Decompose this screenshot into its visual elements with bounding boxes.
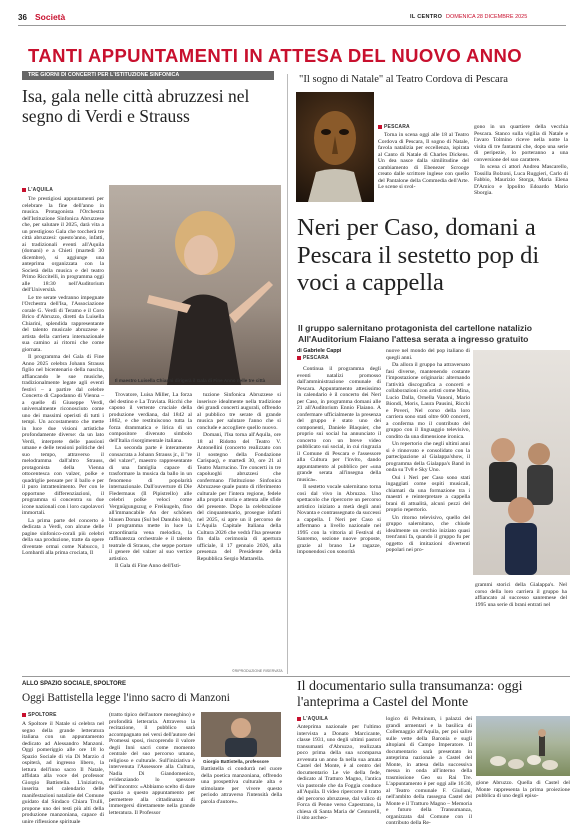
article2-col2: [474, 124, 568, 206]
paragraph: Il Gala di Fine Anno dell'Isti-: [115, 563, 181, 569]
conductor-illustration: [109, 185, 281, 385]
paragraph: Anteprima nazionale per l'ultimo intervista a Donato Marcicante, classe 1931, uno degli ultimi pastori transumanti d'Abruzzo, realizzata poco prima della sua scomparsa avvenuta un anno fa nella sua amata Castel del Monte, è al centro del documentario Le vie della fede, dedicato al Tratturo Magno, l'antica via pastorale che da Foggia conduce all'Aquila. Il video ripercorre il tratto del percorso abruzzese, dal valico di Forca di Penne verso Capestrano, la chiesa di Santa Maria de' Centurelli, il sito archeo-: [297, 724, 381, 821]
paragraph: Il programma del Gala di Fine Anno 2025 celebra Johann Strauss figlio nel bicentenario della nascita, affiancando le sue musiche, tradizionalmente legate agli eventi festivi – a partire dal celebre Concerto di Capodanno di Vienna – a quelle di Giuseppe Verdi, universalmente riconosciuto come uno dei massimi operisti di tutti i tempi. Un accostamento che mette in luce due visioni artistiche profondamente diverse: da un lato Verdi, interprete delle passioni umane e delle tensioni politiche del suo tempo, attraverso il melodramma dall'altro Strauss, protagonista della Vienna ottocentesca con valzer, polke e quadriglie pensate per il ballo e per il puro intrattenimento. Per con le opportune differenziazioni, il programma si concentra su due icone nazionali con i loro capolavori immortali.: [22, 354, 104, 516]
paragraph: Le tre serate vedranno impegnate l'Orchestra dell'Isa, l'Associazione corale G. Verdi di Teramo e il Coro Brico d'Abruzzo, diretti da Luisella Chiarini, splendida rappresentante del talento musicale abruzzese e artista della carriera internazionale sua camino ai ritorni che come giornata.: [22, 294, 104, 353]
copyright-notice: ©RIPRODUZIONE RISERVATA: [232, 669, 283, 673]
article1-col1: [22, 196, 104, 666]
location-marker-icon: [378, 125, 382, 129]
article5-location: L'AQUILA: [297, 716, 328, 722]
photo-caption: Il maestro Luisella Chiarini dirigerà il Gala di Fine Anno nelle tre città: [115, 378, 266, 383]
paragraph: A Spoltore il Natale si celebra nel segno della grande letteratura italiana con un appuntamento dedicato ad Alessandro Manzoni. Oggi pomeriggio alle ore 18 lo Spazio Sociale di via Di Marzio 4 ospiterà, ad ingresso libero, la lettura dell'inno sacro Il Natale, affidata alla voce del professor Giorgio Battistella. L'iniziativa, inserita nel calendario delle manifestazioni natalizie del Comune guidato dal Sindaco Chiara Trulli, propone uno dei testi più alti della produzione manzoniana, capace di unire riflessione spirituale: [22, 721, 104, 825]
article1-location: L'AQUILA: [22, 187, 53, 193]
kicker-text: TRE GIORNI DI CONCERTI PER L'ISTITUZIONE SINFONICA: [28, 72, 180, 78]
paragraph: nuove nel mondo del pop italiano di quegli anni.: [386, 348, 470, 361]
paragraph: Torna in scena oggi alle 18 al Teatro Cordova di Pescara, Il sogno di Natale, favola natalizia per eccellenza, ispirata al Canto di Natale di Charles Dickens. Un dea nasce dalla similitudine del cambiamento di Ebenezer Scrooge creato dalle scrittore inglese con quello del Pantalone della Commedia dell'Arte. Le scene si svol-: [378, 132, 469, 190]
article3-headline: Neri per Caso, domani a Pescara il sestetto pop di voci a cappella: [297, 214, 540, 296]
band-members-illustration: [473, 350, 570, 575]
article4-location: SPOLTORE: [22, 712, 57, 718]
paragraph: Da allora il gruppo ha attraversato fasi diverse, mantenendo costante l'impostazione originaria: alternando l'attività discografica a concerti e collaborazioni con artisti come Mina, Lucio Dalla, Ornella Vanoni, Mario Biondi, Moris, Laura Pausini, Ricchi e Poveri, Nel corso della loro carriera sono stati oltre 600 concerti, a conferma mo il contributo del gruppo con il linguaggio televisivo, condito da una dimensione ironica.: [386, 362, 470, 440]
section-name: Società: [35, 12, 66, 22]
article1-col2: [109, 392, 192, 675]
article5-col3: [476, 780, 570, 798]
paragraph: Un repertorio che negli ultimi anni si è rinnovato e consolidato con la partecipazione al Gialappa'show, il programma della Gialappa's Band in onda su Tv8 e Sky Uno.: [386, 441, 470, 473]
band-photo: [473, 350, 570, 575]
page-header: [18, 13, 566, 25]
article3-subheadline: Il gruppo salernitano protagonista del cartellone natalizio All'Auditorium Flaiano l'attesa serata a ingresso gratuito: [298, 323, 532, 344]
article3-location: PESCARA: [297, 355, 329, 361]
mask-illustration: [296, 92, 374, 202]
article4-col3: [201, 766, 282, 805]
article4-headline: Oggi Battistella legge l'inno sacro di Manzoni: [22, 692, 230, 704]
paragraph: logico di Peltuinum, i palazzi dei grandi armentari e la basilica di Collemaggio all'Aquila, per poi salire sulle vette della Baronia e sugli altopiani di Campo Imperatore. Il documentario sarà presentato in anteprima nazionale a Castel del Monte, in attesa della successiva messa in onda all'interno della trasmissione Geo su Rai Tre. L'appuntamento è per oggi alle 16:30, al Teatro comunale F. Giuliani, nell'ambito della rassegna Castel del Monte e il Tratturo Magno – Memoria e futuro della Transumanza, organizzata dal Comune con il contributo della Re-: [386, 716, 472, 826]
paragraph: La seconda parte è interamente consacrata a Johann Strauss jr., il "re del valzer", maestro rappresentante di una famiglia capace di trasformare la musica da ballo in un fenomeno di popolarità internazionale. Dall'ouverture di Die Fledermaus (Il Pipistrello) alle celebri polke veloci come Vergnügungszug e Freikugeln, fino all'immancabile An der schönen blauen Donau (Sul bel Danubio blu), il programma mette in luce la straordinaria vena melodica, la raffinatezza orchestrale e il talento teatrale di Strauss, che seppe portare il genere del valzer al suo vertice artistico.: [109, 445, 192, 562]
article2-location: PESCARA: [378, 124, 410, 130]
flock-illustration: [476, 716, 570, 776]
paragraph: Il sestetto vocale salernitano torna così dal vivo in Abruzzo. Uno spettacolo che ripercorre un percorso artistico iniziato a metà degli anni Novanta e contrassegnato da successi a cappella. I Neri per Caso si affermano a livello nazionale nel 1995 con la vittoria al Festival di Sanremo, sezione nuove proposte, grazie al brano Le ragazze, imponendosi con sonorità: [297, 484, 381, 555]
article1-col3: [197, 392, 281, 667]
banner-title: TANTI APPUNTAMENTI IN ATTESA DEL NUOVO ANNO: [28, 45, 523, 66]
article5-col2: [386, 716, 472, 826]
paragraph: (tratto tipico dell'autore meneghino) e profondità letteraria. Attraverso la recitazione, il pubblico sarà accompagnato nei versi dell'autore dei Promessi sposi, riscoprendo il valore degli Inni sacri come momento centrale del suo percorso umano, religioso e culturale. Sull'iniziativa è intervenuta l'Assessore alla Cultura, Nadia Di Giandomenico, evidenziando lo spessore dell'incontro: «Abbiamo scelto di dare spazio a questo appuntamento per permettere alla cittadinanza di immergersi direttamente nella grande letteratura. Il Professor: [109, 712, 195, 816]
professor-photo: [201, 712, 281, 757]
article3-author: di Gabriele Cappi: [297, 348, 342, 354]
article5-col1: [297, 724, 381, 821]
article2-headline: "Il sogno di Natale" al Teatro Cordova di Pescara: [299, 74, 508, 85]
issue-date: DOMENICA 28 DICEMBRE 2025: [446, 14, 528, 20]
header-rule: [18, 25, 566, 26]
article3-col3: [475, 582, 567, 664]
article5-headline: Il documentario sulla transumanza: oggi l'anteprima a Castel del Monte: [297, 679, 523, 710]
paragraph: tuzione Sinfonica Abruzzese si inserisce idealmente nella tradizione dei grandi concerti augurali, offrendo al pubblico tre serate di grande musica per salutare l'anno che si conclude e accogliere quello nuovo.: [197, 392, 281, 431]
professor-illustration: [201, 712, 281, 757]
paragraph: Continua il programma degli eventi natalizi promosso dall'amministrazione comunale di Pescara. Appuntamento attesissimo in calendario è il concerto dei Neri per Caso, in programma domani alle 21 all'Auditorium Ennio Flaiano. A confermare ufficialmente la presenza del gruppo è stato uno dei componenti, Daniele Blaquier, che proprio sui social ha annunciato il concerto con un breve video pubblicato sui social, in cui ringrazia il Comune di Pescara e l'assessore alla Cultura per l'invito, dando appuntamento al pubblico per «una grande serata all'insegna della musica».: [297, 366, 381, 483]
conductor-photo: [109, 185, 281, 385]
paragraph: Domani, l'Isa torna all'Aquila, ore 18 al Ridotto del Teatro V. Antonellini (concerto realizzato con il sostegno della Fondazione Carispaq), e martedì 30, ore 21 al Teatro Marrucino. Tre concerti in tre capoluoghi abruzzesi che confermano l'Istituzione Sinfonica Abruzzese quale punto di riferimento culturale per l'intera regione, fedele alla propria storia e attenta alle sfide del presente. Dopo la celebrazione del cinquantenario, prosegue infatti nel 2025, si apre un il percorso de L'Aquila Capitale Italiana della Cultura 2026 che vedrà l'Isa presente fin dalla cerimonia di apertura ufficiale, il 17 gennaio 2026, alla presenza del Presidente della Repubblica Sergio Mattarella.: [197, 432, 281, 562]
location-marker-icon: [22, 188, 26, 192]
article2-col1: [378, 132, 469, 206]
article1-headline: Isa, gala nelle città abruzzesi nel segno di Verdi e Strauss: [22, 86, 250, 126]
column-divider: [287, 74, 288, 674]
location-marker-icon: [297, 717, 301, 721]
page-number: 36: [18, 13, 27, 22]
location-marker-icon: [22, 713, 26, 717]
paragraph: Battistella ci condurrà nel cuore della poetica manzoniana, offrendo una prospettiva culturale alta e stimolante per vivere questo periodo attraverso l'intensità della parola d'autore».: [201, 766, 282, 805]
paragraph: In scena ci attori Andrea Mascarello, Tossilla Bolzoni, Luca Ruggieri, Carlo di Fabbio, Maurizio Storga, Maria Elena D'Amico e Ippolito Edoardo Mario Sborgia.: [474, 164, 568, 196]
sheep-flock-photo: [476, 716, 570, 776]
article4-kicker: ALLO SPAZIO SOCIALE, SPOLTORE: [22, 681, 127, 687]
paragraph: gione Abruzzo. Quella di Castel del Monte rappresenta la prima proiezione pubblica di uno degli episo-: [476, 780, 570, 799]
location-marker-icon: [297, 356, 301, 360]
paragraph: Trovatore, Luisa Miller, La forza del destino e La Traviata. Ricchi che capono il vertente cruciale della produzione verdiana, dal 1842 al 1862, e che restituiscono tutta la forza drammatica e lirica di un compositore divenuto simbolo dell'Italia risorgimentale italiana.: [109, 392, 192, 444]
theatre-mask-photo: [296, 92, 374, 202]
paragraph: gono in un quartiere della vecchia Pescara. Stanco sulla vigilia di Natale e l'avaro Tolmino riceve nella notte la visita di tre fantasmi che, dopo una serie di peripezie, lo porteranno a una conversione del suo carattere.: [474, 124, 568, 163]
article3-col2: [386, 348, 470, 673]
article4-col2: [109, 712, 195, 816]
newspaper-logo: IL CENTRO: [410, 14, 443, 20]
paragraph: grammi storici della Gialappa's. Nel corso della loro carriera il gruppo ha affiancato al successo sanremese del 1995 una serie di brani entrati nel: [475, 582, 567, 608]
article3-col1: [297, 366, 381, 671]
paragraph: Un ritorno televisivo, quello del gruppo salernitano, che chiude idealmente un cerchio iniziato quasi trent'anni fa, quando il gruppo fu per oggetto di imitazioni divertenti popolari nei pro-: [386, 514, 470, 553]
section-divider: [22, 676, 570, 677]
paragraph: La prima parte del concerto è dedicata a Verdi, con alcune delle pagine sinfonico-corali più celebri della sua produzione, tratte da opere diventate ormai come Nabucco, I Lombardi alla prima crociata, Il: [22, 517, 104, 556]
article4-col1: [22, 721, 104, 825]
paragraph: Oui i Neri per Caso sono stati ingaggiati come ospiti musicali, chiamati da una formazione tra i maestri e reinterpretare a cappella brani di attualità, alcuni pezzi del proprio repertorio.: [386, 474, 470, 513]
article1-kicker: [22, 71, 274, 80]
photo-caption: Giorgio Battistella, professore: [203, 759, 269, 764]
paragraph: Tre prestigiosi appuntamenti per celebrare la fine dell'anno in musica. Protagonista l'Orchestra dell'Istituzione Sinfonica Abruzzese che, per salutare il 2025, darà vita a un prestigioso Gala che toccherà tre città abruzzesi: questo'anno, infatti, ai tradizionali eventi all'Aquila (domani) e a Chieti (martedì 30 dicembre), si aggiunge una anteprima organizzata con la Società della musica e del teatro Primo Riccitelli, in programma oggi alle 18:30 nell'Auditorium dell'Università.: [22, 196, 104, 293]
